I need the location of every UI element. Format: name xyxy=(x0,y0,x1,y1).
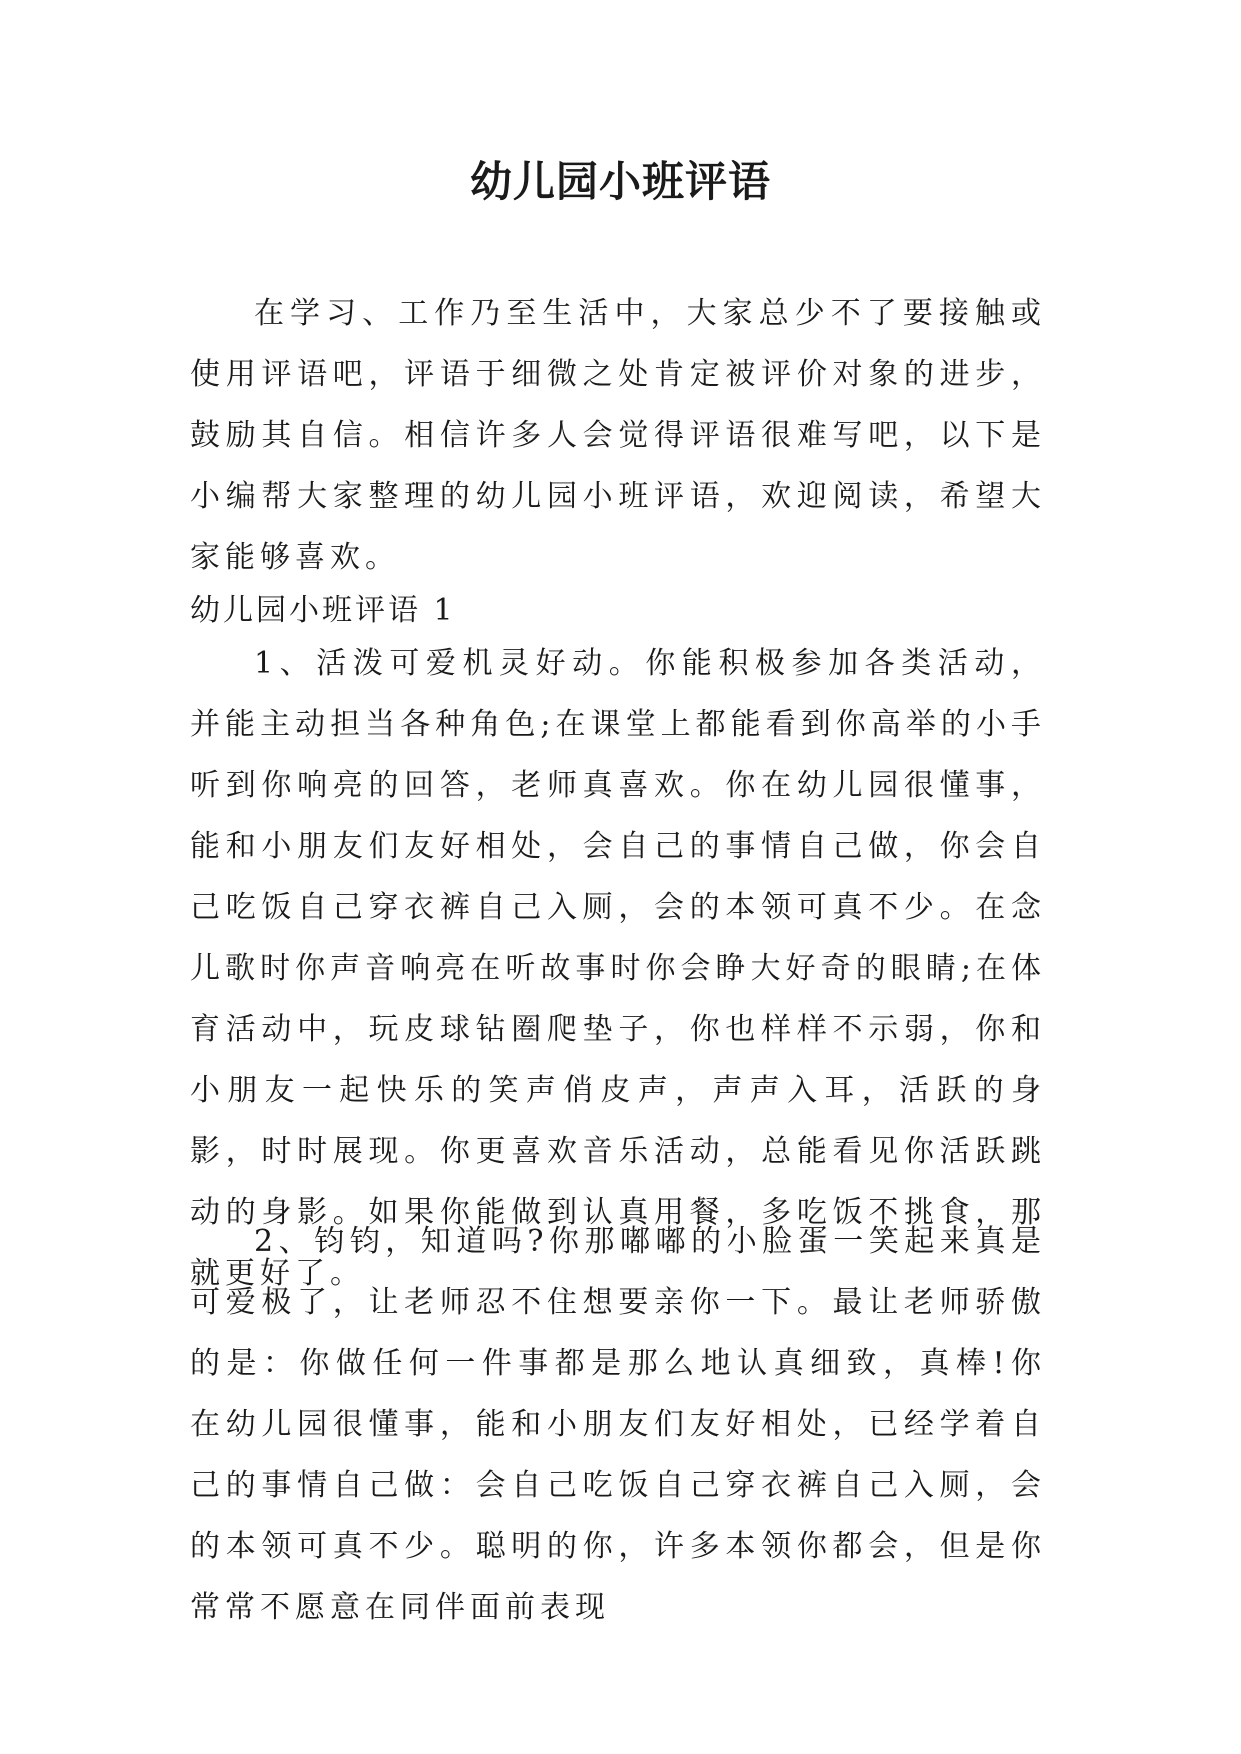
section-heading: 幼儿园小班评语 1 xyxy=(190,593,456,628)
comment-item-1: 1、活泼可爱机灵好动。你能积极参加各类活动，并能主动担当各种角色;在课堂上都能看到你高举的小手听到你响亮的回答，老师真喜欢。你在幼儿园很懂事，能和小朋友们友好相处，会自己的事情自己做，你会自己吃饭自己穿衣裤自己入厕，会的本领可真不少。在念儿歌时你声音响亮在听故事时你会睁大好奇的眼睛;在体育活动中，玩皮球钻圈爬垫子，你也样样不示弱，你和小朋友一起快乐的笑声俏皮声，声声入耳，活跃的身影，时时展现。你更喜欢音乐活动，总能看见你活跃跳动的身影。如果你能做到认真用餐，多吃饭不挑食，那就更好了。 xyxy=(190,646,1046,1291)
intro-paragraph: 在学习、工作乃至生活中，大家总少不了要接触或使用评语吧，评语于细微之处肯定被评价对象的进步，鼓励其自信。相信许多人会觉得评语很难写吧，以下是小编帮大家整理的幼儿园小班评语，欢迎阅读，希望大家能够喜欢。 xyxy=(190,296,1046,575)
comment-item-2: 2、钧钧，知道吗?你那嘟嘟的小脸蛋一笑起来真是可爱极了，让老师忍不住想要亲你一下。最让老师骄傲的是：你做任何一件事都是那么地认真细致，真棒!你在幼儿园很懂事，能和小朋友们友好相处，已经学着自己的事情自己做：会自己吃饭自己穿衣裤自己入厕，会的本领可真不少。聪明的你，许多本领你都会，但是你常常不愿意在同伴面前表现 xyxy=(190,1224,1046,1625)
document-title: 幼儿园小班评语 xyxy=(469,157,771,206)
